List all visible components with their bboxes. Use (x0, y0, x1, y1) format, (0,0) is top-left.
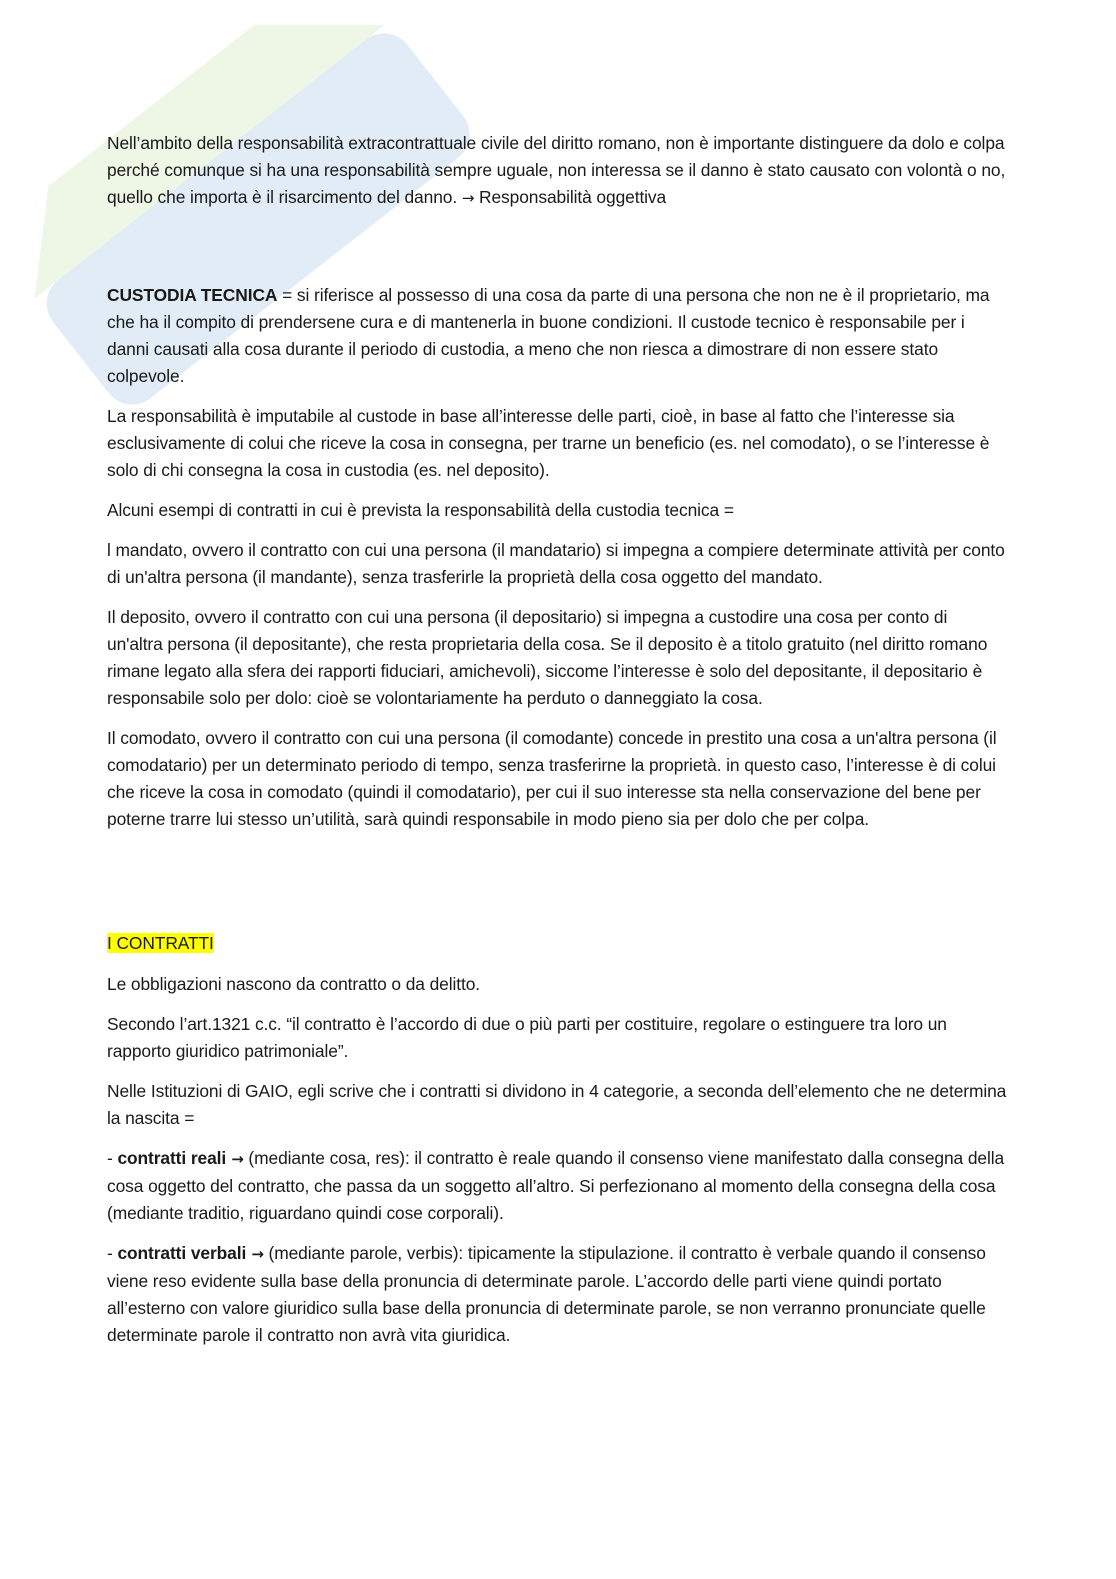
arrow-icon: → (461, 189, 475, 207)
paragraph-text: Nell’ambito della responsabilità extracontrattuale civile del diritto romano, non è importante distinguere da dolo e colpa perché comunque si ha una responsabilità sempre uguale, non interessa se il danno è stato causato con volontà o no, quello che importa è il risarcimento del danno. (107, 133, 1006, 207)
paragraph-custodia (107, 282, 1007, 390)
arrow-icon: → (226, 1150, 244, 1168)
paragraph-art1321: Secondo l’art.1321 c.c. “il contratto è l’accordo di due o più parti per costituire, regolare o estinguere tra loro un rapporto giuridico patrimoniale”. (107, 1014, 947, 1061)
paragraph-deposito: Il deposito, ovvero il contratto con cui una persona (il depositario) si impegna a custodire una cosa per conto di un'altra persona (il depositante), che resta proprietaria della cosa. Se il deposito è a titolo gratuito (nel diritto romano rimane legato alla sfera dei rapporti fiduciari, amichevoli), siccome l’interesse è solo del depositante, il depositario è responsabile solo per dolo: cioè se volontariamente ha perduto o danneggiato la cosa. (107, 607, 988, 708)
list-item-text: (mediante parole, verbis): tipicamente la stipulazione. il contratto è verbale quando il consenso viene reso evidente sulla base della pronuncia di determinate parole. L’accordo delle parti viene quindi portato all’esterno con valore giuridico sulla base della pronuncia di determinate parole, se non verranno pronunciate quelle determinate parole il contratto non avrà vita giuridica. (107, 1243, 986, 1345)
paragraph-tail: Responsabilità oggettiva (474, 187, 667, 207)
term-custodia-tecnica: CUSTODIA TECNICA (107, 285, 278, 305)
paragraph-obbligazioni: Le obbligazioni nascono da contratto o da delitto. (107, 974, 481, 994)
list-bullet: - (107, 1148, 118, 1168)
document-body (107, 130, 1007, 1362)
paragraph-interesse: La responsabilità è imputabile al custode in base all’interesse delle parti, cioè, in base al fatto che l’interesse sia esclusivamente di colui che riceve la cosa in consegna, per trarne un beneficio (es. nel comodato), o se l’interesse è solo di chi consegna la cosa in custodia (es. nel deposito). (107, 406, 990, 480)
paragraph-esempi: Alcuni esempi di contratti in cui è prevista la responsabilità della custodia tecnica = (107, 500, 734, 520)
heading-contratti: I CONTRATTI (107, 933, 214, 953)
paragraph-comodato: Il comodato, ovvero il contratto con cui una persona (il comodante) concede in prestito una cosa a un'altra persona (il comodatario) per un determinato periodo di tempo, senza trasferirne la proprietà. in questo caso, l’interesse è di colui che riceve la cosa in comodato (quindi il comodatario), per cui il suo interesse sta nella conservazione del bene per poterne trarre lui stesso un’utilità, sarà quindi responsabile in modo pieno sia per dolo che per colpa. (107, 728, 997, 829)
list-bullet: - (107, 1243, 118, 1263)
list-item-contratti-verbali (107, 1240, 1007, 1349)
definition-text: = si riferisce al possesso di una cosa da parte di una persona che non ne è il proprietario, ma che ha il compito di prendersene cura e di mantenerla in buone condizioni. Il custode tecnico è responsabile per i danni causati alla cosa durante il periodo di custodia, a meno che non riesca a dimostrare di non essere stato colpevole. (107, 285, 990, 386)
list-item-contratti-reali (107, 1145, 1007, 1227)
paragraph-gaio: Nelle Istituzioni di GAIO, egli scrive che i contratti si dividono in 4 categorie, a seconda dell’elemento che ne determina la nascita = (107, 1081, 1007, 1128)
paragraph-responsabilita (107, 130, 1007, 212)
arrow-icon: → (246, 1245, 264, 1263)
term-contratti-verbali: contratti verbali (117, 1243, 247, 1263)
list-item-text: (mediante cosa, res): il contratto è reale quando il consenso viene manifestato dalla consegna della cosa oggetto del contratto, che passa da un soggetto all’altro. Si perfezionano al momento della consegna della cosa (mediante traditio, riguardano quindi cose corporali). (107, 1148, 1005, 1223)
paragraph-mandato: l mandato, ovvero il contratto con cui una persona (il mandatario) si impegna a compiere determinate attività per conto di un'altra persona (il mandante), senza trasferirle la proprietà della cosa oggetto del mandato. (107, 540, 1005, 587)
term-contratti-reali: contratti reali (117, 1148, 227, 1168)
section-heading (107, 930, 1007, 957)
